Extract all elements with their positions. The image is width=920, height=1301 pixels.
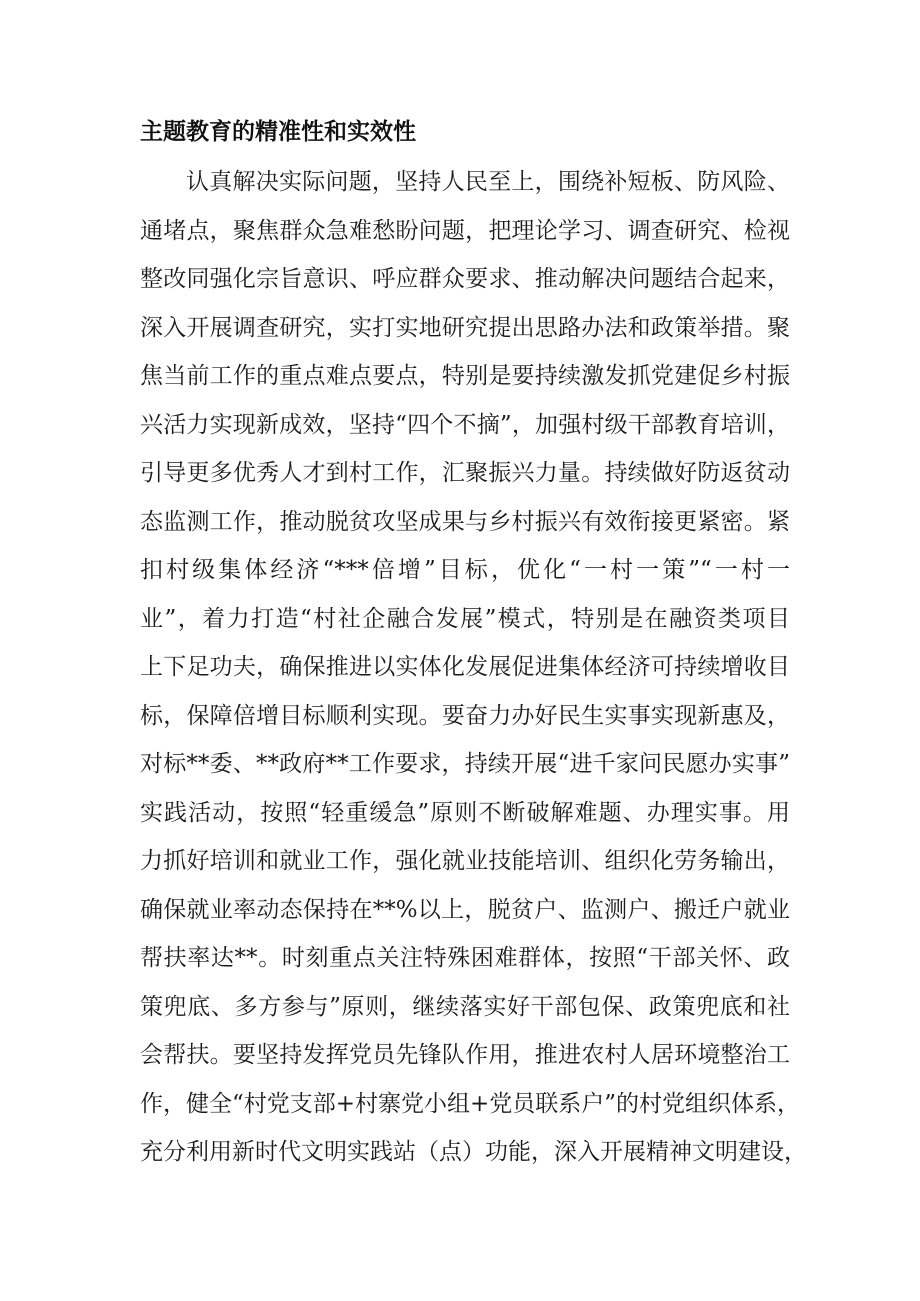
text-line: 确保就业率动态保持在**%以上，脱贫户、监测户、搬迁户就业	[140, 896, 790, 923]
section-heading: 主题教育的精准性和实效性	[140, 119, 416, 145]
text-line: 业”，着力打造“村社企融合发展”模式，特别是在融资类项目	[140, 605, 790, 632]
text-line: 引导更多优秀人才到村工作，汇聚振兴力量。持续做好防返贫动	[140, 460, 790, 486]
text-line: 深入开展调查研究，实打实地研究提出思路办法和政策举措。聚	[140, 314, 790, 341]
text-line: 会帮扶。要坚持发挥党员先锋队作用，推进农村人居环境整治工	[140, 1042, 790, 1068]
text-line: 整改同强化宗旨意识、呼应群众要求、推动解决问题结合起来，	[140, 266, 790, 292]
text-line: 焦当前工作的重点难点要点，特别是要持续激发抓党建促乡村振	[140, 363, 790, 389]
text-line: 对标**委、**政府**工作要求，持续开展“进千家问民愿办实事”	[140, 751, 790, 777]
text-line: 认真解决实际问题，坚持人民至上，围绕补短板、防风险、	[186, 169, 790, 195]
text-line: 兴活力实现新成效，坚持“四个不摘”，加强村级干部教育培训，	[140, 411, 790, 438]
text-line: 策兜底、多方参与”原则，继续落实好干部包保、政策兜底和社	[140, 993, 790, 1020]
text-line: 力抓好培训和就业工作，强化就业技能培训、组织化劳务输出，	[140, 848, 790, 874]
text-line: 态监测工作，推动脱贫攻坚成果与乡村振兴有效衔接更紧密。紧	[140, 508, 790, 535]
text-line: 扣村级集体经济“***倍增”目标，优化“一村一策”“一村一	[140, 557, 790, 583]
text-line: 标，保障倍增目标顺利实现。要奋力办好民生实事实现新惠及，	[140, 702, 790, 729]
text-line: 充分利用新时代文明实践站（点）功能，深入开展精神文明建设，	[140, 1139, 807, 1165]
text-line: 作，健全“村党支部+村寨党小组+党员联系户”的村党组织体系，	[140, 1090, 801, 1117]
text-line: 上下足功夫，确保推进以实体化发展促进集体经济可持续增收目	[140, 654, 790, 680]
text-line: 帮扶率达**。时刻重点关注特殊困难群体，按照“干部关怀、政	[140, 945, 790, 971]
text-line: 实践活动，按照“轻重缓急”原则不断破解难题、办理实事。用	[140, 799, 790, 826]
body-paragraph	[140, 158, 807, 1177]
text-line: 通堵点，聚焦群众急难愁盼问题，把理论学习、调查研究、检视	[140, 217, 790, 244]
